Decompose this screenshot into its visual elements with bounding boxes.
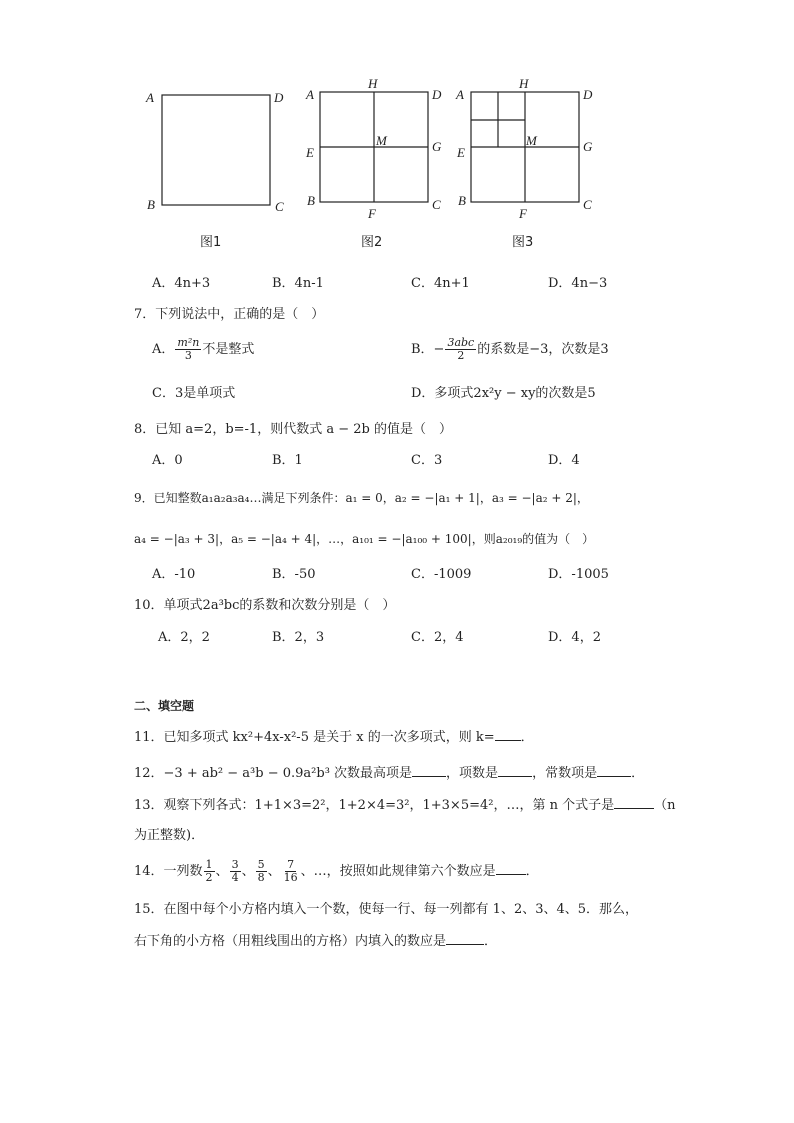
q6-option-c[interactable]: C．4n+1 (411, 276, 470, 291)
q7-a-fraction (175, 337, 201, 362)
q14-fraction-2 (230, 859, 241, 884)
q14-sep-1: 、 (215, 864, 229, 879)
q7-a-suffix: 不是整式 (202, 342, 255, 357)
q7-option-d[interactable]: D．多项式2x²y − xy的次数是5 (411, 386, 596, 401)
q7-b-denominator: 2 (457, 349, 465, 362)
q14-fraction-4 (282, 859, 300, 884)
q11-text (134, 728, 534, 747)
q12-part3: ，常数项是 (532, 766, 598, 781)
q7-a-numerator: m²n (177, 336, 200, 349)
q15-answer-blank[interactable] (446, 932, 484, 945)
fig2-label-b: B (307, 193, 315, 208)
q13-part2: （n (654, 798, 676, 813)
q10-stem: 10．单项式2a³bc的系数和次数分别是（ ） (134, 598, 396, 613)
q14-fraction-3 (256, 859, 267, 884)
q7-option-c[interactable]: C．3是单项式 (152, 386, 236, 401)
q14-sep-3: 、 (267, 864, 281, 879)
q14-end: ． (525, 864, 539, 879)
q12-text (134, 764, 644, 783)
fig2-label-g: G (432, 139, 442, 154)
q13-part1: 13．观察下列各式：1+1×3=2²，1+2×4=3²，1+3×5=4²，…，第 n 个式子是 (134, 798, 615, 813)
fig1-label-b: B (147, 197, 155, 212)
square-figures-svg (140, 75, 610, 255)
q9-stem-line1: 9．已知整数a₁a₂a₃a₄…满足下列条件：a₁ = 0，a₂ = −|a₁ + 1|，a₃ = −|a₂ + 2|， (134, 491, 589, 505)
figure-3-caption: 图3 (512, 235, 534, 250)
q7-stem: 7．下列说法中，正确的是（ ） (134, 307, 325, 322)
q12-blank-highest-term[interactable] (412, 764, 446, 777)
q12-blank-constant[interactable] (597, 764, 631, 777)
q10-option-c[interactable]: C．2，4 (411, 630, 464, 645)
fig3-label-e: E (457, 145, 465, 160)
fig2-label-d: D (432, 87, 442, 102)
q15-end: ． (484, 934, 498, 949)
q14-answer-blank[interactable] (496, 862, 526, 875)
q8-option-b[interactable]: B．1 (272, 453, 303, 468)
geometry-figures (140, 75, 610, 255)
q13-text (134, 796, 675, 815)
q12-end: ． (631, 766, 645, 781)
q9-option-c[interactable]: C．-1009 (411, 567, 472, 582)
q6-option-d[interactable]: D．4n−3 (548, 276, 608, 291)
q7-option-b[interactable] (411, 337, 609, 362)
q14-prefix: 14．一列数 (134, 864, 203, 879)
fig3-label-h: H (519, 76, 529, 91)
q12-part1: 12．−3 + ab² − a³b − 0.9a²b³ 次数最高项是 (134, 766, 413, 781)
fig3-label-b: B (458, 193, 466, 208)
fig3-label-g: G (583, 139, 593, 154)
q7-b-suffix: 的系数是−3，次数是3 (477, 342, 609, 357)
figure-1-caption: 图1 (200, 235, 222, 250)
q7-b-numerator: 3abc (447, 336, 475, 349)
q7-a-denominator: 3 (184, 349, 192, 362)
q7-a-prefix: A． (152, 342, 175, 357)
q15-stem: 右下角的小方格（用粗线围出的方格）内填入的数应是 (134, 934, 447, 949)
q10-option-b[interactable]: B．2，3 (272, 630, 325, 645)
q11-answer-blank[interactable] (495, 728, 521, 741)
fig2-label-m: M (376, 133, 387, 148)
q14-f3-num: 5 (257, 858, 265, 871)
q9-option-d[interactable]: D．-1005 (548, 567, 609, 582)
q14-text (134, 859, 539, 885)
fig3-label-a: A (456, 87, 464, 102)
fig3-label-f: F (519, 206, 527, 221)
q14-f1-num: 1 (205, 858, 213, 871)
q7-b-fraction (445, 337, 476, 362)
q14-f1-den: 2 (205, 871, 213, 884)
q13-line2: 为正整数)． (134, 828, 205, 843)
figure-2-caption: 图2 (361, 235, 383, 250)
q10-option-d[interactable]: D．4，2 (548, 630, 601, 645)
q14-sep-2: 、 (241, 864, 255, 879)
fig2-label-c: C (432, 197, 441, 212)
fig2-label-f: F (368, 206, 376, 221)
q12-part2: ，项数是 (446, 766, 499, 781)
q8-stem: 8．已知 a=2，b=-1，则代数式 a − 2b 的值是（ ） (134, 422, 452, 437)
q7-b-prefix: B．− (411, 342, 445, 357)
fig1-label-c: C (275, 199, 284, 214)
q14-f2-num: 3 (231, 858, 239, 871)
q10-option-a[interactable]: A．2，2 (158, 630, 210, 645)
q6-option-a[interactable]: A．4n+3 (152, 276, 211, 291)
q13-answer-blank[interactable] (614, 796, 654, 809)
fig2-label-e: E (306, 145, 314, 160)
q14-fraction-1 (204, 859, 215, 884)
q8-option-d[interactable]: D．4 (548, 453, 580, 468)
q12-blank-term-count[interactable] (498, 764, 532, 777)
q11-stem: 11．已知多项式 kx²+4x-x²-5 是关于 x 的一次多项式，则 k= (134, 730, 495, 745)
q8-option-c[interactable]: C．3 (411, 453, 443, 468)
fig3-label-d: D (583, 87, 593, 102)
q14-suffix: 、…，按照如此规律第六个数应是 (300, 864, 496, 879)
q15-line1: 15．在图中每个小方格内填入一个数，使每一行、每一列都有 1、2、3、4、5．那么， (134, 902, 639, 917)
q6-option-b[interactable]: B．4n-1 (272, 276, 324, 291)
figure-1-square (162, 95, 270, 205)
q14-f2-den: 4 (231, 871, 239, 884)
q9-option-b[interactable]: B．-50 (272, 567, 316, 582)
q15-line2 (134, 932, 497, 951)
fig3-label-m: M (526, 133, 537, 148)
fig1-label-d: D (274, 90, 284, 105)
q11-end: ． (520, 730, 534, 745)
q14-f4-num: 7 (287, 858, 295, 871)
fig1-label-a: A (146, 90, 154, 105)
section-2-title: 二、填空题 (134, 699, 195, 713)
fig2-label-a: A (306, 87, 314, 102)
q9-stem-line2: a₄ = −|a₃ + 3|，a₅ = −|a₄ + 4|，…，a₁₀₁ = −|a₁₀₀ + 100|，则a₂₀₁₉的值为（ ） (134, 532, 595, 546)
q7-option-a[interactable] (152, 337, 254, 362)
fig2-label-h: H (368, 76, 378, 91)
q14-f3-den: 8 (257, 871, 265, 884)
q9-option-a[interactable]: A．-10 (152, 567, 196, 582)
fig3-label-c: C (583, 197, 592, 212)
q14-f4-den: 16 (283, 871, 298, 884)
q8-option-a[interactable]: A．0 (152, 453, 183, 468)
